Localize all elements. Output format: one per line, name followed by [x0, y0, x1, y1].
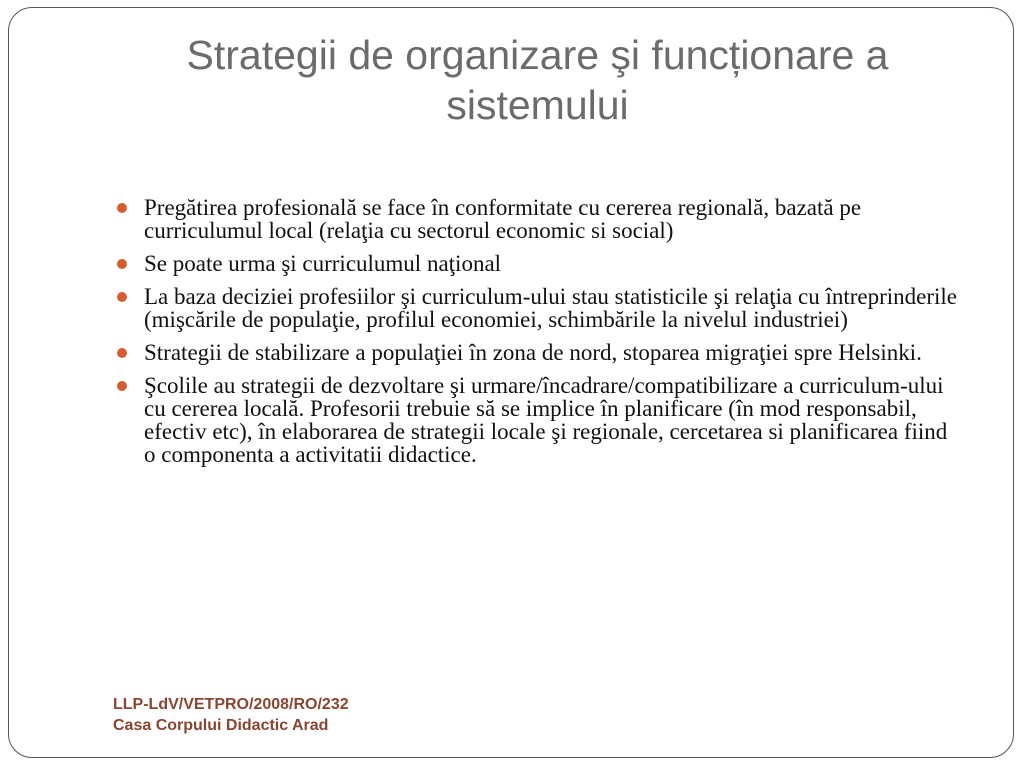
- list-item: [117, 341, 957, 364]
- bullet-text: Pregătirea profesională se face în conformitate cu cererea regională, bazată pe curriculumul local (relaţia cu sectorul economic si social): [144, 195, 862, 243]
- bullet-text: La baza deciziei profesiilor şi curriculum-ului stau statisticile şi relaţia cu întreprinderile (mişcările de populaţie, profilul economiei, schimbările la nivelul industriei): [144, 284, 957, 332]
- bullet-icon: [117, 292, 127, 302]
- list-item: [117, 252, 957, 275]
- bullet-text: Strategii de stabilizare a populaţiei în zona de nord, stoparea migraţiei spre Helsinki.: [144, 340, 922, 365]
- bullet-icon: [117, 381, 127, 391]
- list-item: [117, 196, 957, 242]
- bullet-icon: [117, 259, 127, 269]
- slide-title: Strategii de organizare şi funcționare a sistemului: [186, 32, 889, 128]
- bullet-list: [117, 196, 957, 476]
- list-item: [117, 285, 957, 331]
- footer-organization: Casa Corpului Didactic Arad: [113, 717, 329, 734]
- bullet-icon: [117, 348, 127, 358]
- footer-project-code: LLP-LdV/VETPRO/2008/RO/232: [113, 696, 349, 713]
- bullet-icon: [117, 203, 127, 213]
- bullet-text: Se poate urma şi curriculumul naţional: [144, 251, 502, 276]
- footer: [113, 694, 349, 736]
- list-item: [117, 374, 957, 466]
- bullet-text: Şcolile au strategii de dezvoltare şi urmare/încadrare/compatibilizare a curriculum-ului cu cererea locală. Profesorii trebuie să se implice în planificare (în mod responsabil, efectiv etc), în elaborarea de strategii locale şi regionale, cercetarea si planificarea fiind o componenta a activitatii didactice.: [144, 373, 948, 467]
